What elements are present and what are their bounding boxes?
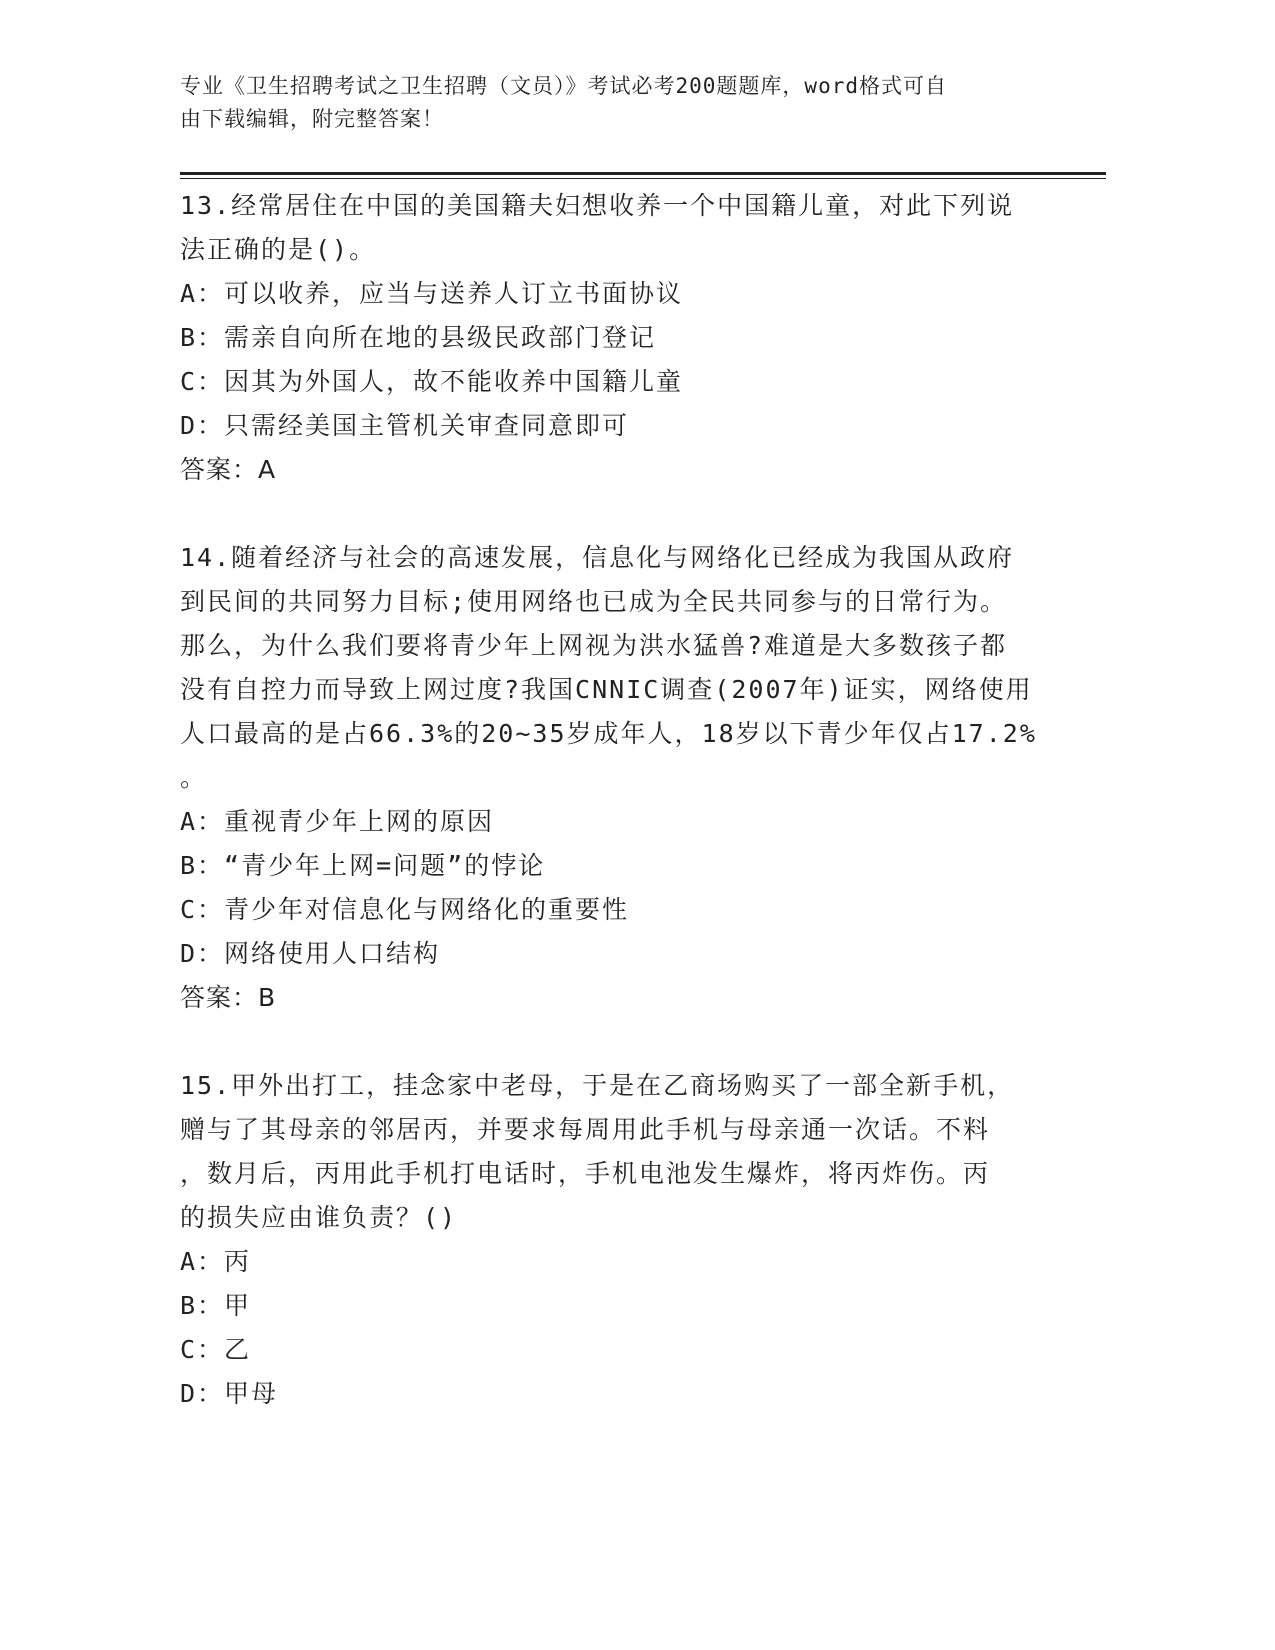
option-d: D：只需经美国主管机关审查同意即可 (180, 411, 630, 440)
question-stem-line: 那么，为什么我们要将青少年上网视为洪水猛兽?难道是大多数孩子都 (180, 631, 1008, 660)
question-13 (180, 184, 1060, 492)
header-divider-thin (180, 178, 1106, 179)
option-c: C：因其为外国人，故不能收养中国籍儿童 (180, 367, 684, 396)
option-b: B：需亲自向所在地的县级民政部门登记 (180, 323, 657, 352)
question-stem-line: 。 (180, 763, 208, 792)
option-c: C：青少年对信息化与网络化的重要性 (180, 895, 630, 924)
question-stem-line: 的损失应由谁负责？() (180, 1203, 458, 1232)
question-stem-line: 14.随着经济与社会的高速发展，信息化与网络化已经成为我国从政府 (180, 543, 1015, 572)
option-d: D：网络使用人口结构 (180, 939, 441, 968)
question-15 (180, 1064, 1060, 1416)
question-stem-line: 15.甲外出打工，挂念家中老母，于是在乙商场购买了一部全新手机， (180, 1071, 1015, 1100)
option-a: A：可以收养，应当与送养人订立书面协议 (180, 279, 684, 308)
option-a: A：重视青少年上网的原因 (180, 807, 495, 836)
question-stem-line: ，数月后，丙用此手机打电话时，手机电池发生爆炸，将丙炸伤。丙 (180, 1159, 991, 1188)
header-line-2: 由下载编辑，附完整答案！ (180, 107, 444, 131)
question-stem-line: 13.经常居住在中国的美国籍夫妇想收养一个中国籍儿童，对此下列说 (180, 191, 1015, 220)
option-a: A：丙 (180, 1247, 252, 1276)
page-header (180, 70, 1040, 136)
option-d: D：甲母 (180, 1379, 279, 1408)
question-spacer (180, 492, 1060, 536)
question-list (180, 184, 1060, 1416)
option-c: C：乙 (180, 1335, 252, 1364)
answer-line: 答案：B (180, 983, 277, 1012)
question-stem-line: 没有自控力而导致上网过度?我国CNNIC调查(2007年)证实，网络使用 (180, 675, 1033, 704)
question-14 (180, 536, 1060, 1020)
question-stem-line: 法正确的是()。 (180, 235, 377, 264)
question-stem-line: 赠与了其母亲的邻居丙，并要求每周用此手机与母亲通一次话。不料 (180, 1115, 991, 1144)
question-spacer (180, 1020, 1060, 1064)
header-divider-thick (180, 172, 1106, 175)
question-stem-line: 人口最高的是占66.3%的20~35岁成年人，18岁以下青少年仅占17.2% (180, 719, 1037, 748)
option-b: B：“青少年上网=问题”的悖论 (180, 851, 546, 880)
answer-line: 答案：A (180, 455, 277, 484)
option-b: B：甲 (180, 1291, 252, 1320)
question-stem-line: 到民间的共同努力目标;使用网络也已成为全民共同参与的日常行为。 (180, 587, 1008, 616)
header-line-1: 专业《卫生招聘考试之卫生招聘（文员）》考试必考200题题库，word格式可自 (180, 74, 947, 98)
